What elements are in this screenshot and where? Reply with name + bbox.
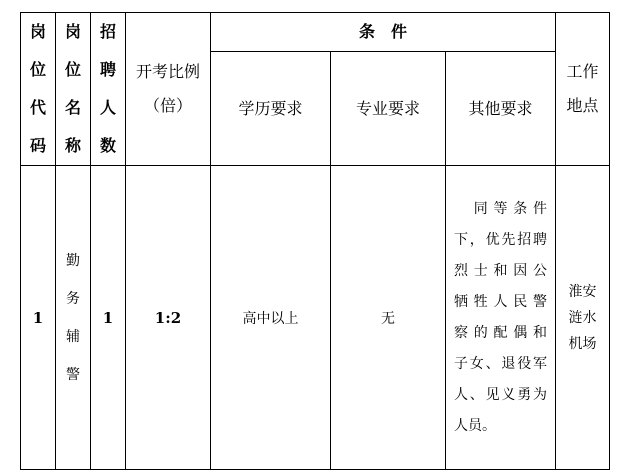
- other-requirement-line: 子女、退役军: [454, 355, 548, 372]
- header-post-code-char: 码: [29, 136, 46, 155]
- post-name-char: 辅: [66, 328, 80, 345]
- header-conditions: [211, 13, 556, 52]
- header-major: [331, 52, 446, 166]
- header-recruit-count-char: 数: [99, 136, 116, 155]
- header-major-label: 专业要求: [355, 98, 420, 118]
- other-requirement-line: 牺牲人民警: [454, 293, 548, 310]
- major-value: 无: [381, 310, 395, 327]
- post-name-char: 务: [66, 290, 80, 307]
- header-post-name-char: 位: [64, 60, 81, 79]
- other-requirement-line: 烈士和因公: [454, 262, 548, 279]
- header-education: [211, 52, 331, 166]
- header-other-label: 其他要求: [468, 98, 533, 118]
- header-location: [556, 13, 610, 166]
- cell-recruit-count: [91, 166, 126, 470]
- location-line: 淮安: [568, 283, 597, 300]
- post-name-char: 警: [66, 366, 80, 383]
- header-education-label: 学历要求: [238, 98, 303, 118]
- header-recruit-count-char: 人: [99, 98, 116, 117]
- recruit-count-value: 1: [102, 309, 114, 327]
- table-row: [21, 166, 610, 470]
- header-post-name-char: 岗: [64, 22, 81, 41]
- cell-major: [331, 166, 446, 470]
- cell-education: [211, 166, 331, 470]
- header-post-name: [56, 13, 91, 166]
- other-requirement-line: 人员。: [454, 417, 496, 434]
- cell-ratio: [126, 166, 211, 470]
- location-line: 涟水: [568, 309, 597, 326]
- education-value: 高中以上: [242, 310, 299, 327]
- header-recruit-count: [91, 13, 126, 166]
- header-ratio-line2: （倍）: [143, 96, 192, 115]
- other-requirement-line: 下，优先招聘: [454, 231, 548, 248]
- other-requirement-line: 察的配偶和: [454, 324, 548, 341]
- header-post-code: [21, 13, 56, 166]
- cell-post-code: [21, 166, 56, 470]
- cell-other: [446, 166, 556, 470]
- header-ratio-line1: 开考比例: [135, 62, 200, 81]
- other-requirement-line: 人、见义勇为: [454, 386, 548, 403]
- cell-post-name: [56, 166, 91, 470]
- header-conditions-label: 条 件: [359, 22, 408, 41]
- header-post-code-char: 岗: [29, 22, 46, 41]
- cell-location: [556, 166, 610, 470]
- location-line: 机场: [568, 335, 597, 352]
- post-code-value: 1: [32, 309, 44, 327]
- other-requirement-line: 同等条件: [454, 200, 548, 217]
- header-recruit-count-char: 招: [99, 22, 116, 41]
- header-post-code-char: 位: [29, 60, 46, 79]
- ratio-value: 1:2: [154, 309, 182, 327]
- header-ratio: [126, 13, 211, 166]
- header-location-line2: 地点: [566, 96, 599, 115]
- header-post-name-char: 称: [64, 136, 81, 155]
- header-recruit-count-char: 聘: [99, 60, 116, 79]
- post-name-char: 勤: [66, 252, 80, 269]
- recruitment-table: [20, 12, 610, 470]
- header-other: [446, 52, 556, 166]
- header-row-1: [21, 13, 610, 52]
- header-post-code-char: 代: [29, 98, 46, 117]
- header-location-line1: 工作: [566, 62, 599, 81]
- header-post-name-char: 名: [64, 98, 81, 117]
